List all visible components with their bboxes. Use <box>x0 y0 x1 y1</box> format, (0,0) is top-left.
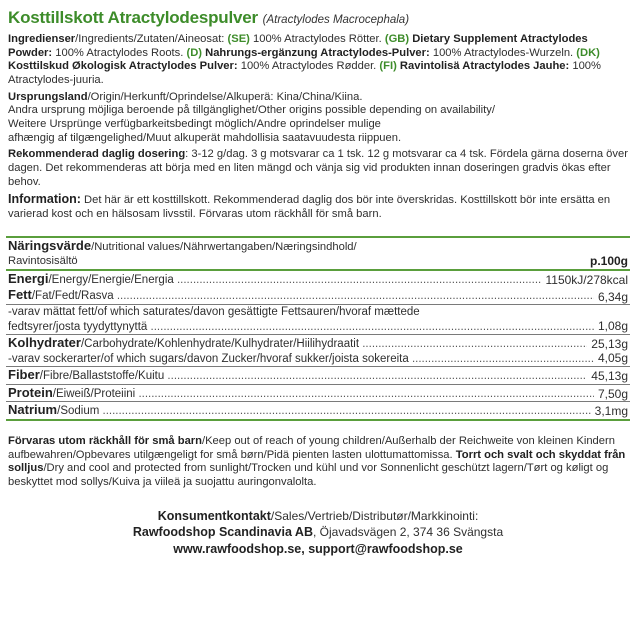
origin-label: Ursprungsland <box>8 90 88 103</box>
lang-tag-d: (D) <box>186 46 202 59</box>
ingredients-languages: /Ingredients/Zutaten/Aineosat: <box>75 33 228 45</box>
energy-value: 1150kJ/278kcal <box>545 272 628 287</box>
dosage-text: : 3-12 g/dag. 3 g motsvarar ca 1 tsk. 12 g motsvarar ca 4 tsk. Fördela gärna doserna över dagen. Det rekommenderas att börja med en liten mängd och vänja sig vid produkten innan doseringen gradvis ökas efter behov. <box>8 148 628 188</box>
sugars-label: -varav sockerarter/of which sugars/davon Zucker/hvoraf sukker/joista sokereita ..... <box>8 352 594 366</box>
ingredients-se: 100% Atractylodes Rötter. <box>249 33 385 45</box>
nutrition-header-label: Näringsvärde <box>8 237 92 253</box>
saturates-line-1: -varav mättat fett/of which saturates/davon gesättigte Fettsauren/hvoraf mættede <box>8 306 420 319</box>
nutrition-row-sodium <box>8 402 628 419</box>
information-section <box>8 192 628 221</box>
nutrition-row-fiber <box>8 367 628 384</box>
origin-line-2: Andra ursprung möjliga beroende på tillgänglighet/Other origins possible depending on availability/ <box>8 104 495 117</box>
nutrition-row-fat <box>8 287 628 304</box>
ingredients-section <box>8 33 628 88</box>
origin-section <box>8 91 628 146</box>
title-row <box>8 8 628 30</box>
lang-tag-se: (SE) <box>227 33 250 45</box>
product-title: Kosttillskott Atractylodespulver <box>8 8 258 27</box>
nutrition-row-energy <box>8 271 628 288</box>
ingredients-dk: 100% Atractylodes Rødder. <box>237 60 380 73</box>
nutrition-row-saturates <box>8 319 628 334</box>
carbohydrate-languages: /Carbohydrate/Kohlenhydrate/Kulhydrater/Hiilihydraatit ..... <box>81 338 587 350</box>
divider <box>6 419 630 421</box>
storage-conditions-label: Torrt och svalt och skyddat från solljus <box>8 448 626 475</box>
nutrition-header <box>8 238 628 255</box>
sodium-languages: /Sodium ..... <box>57 405 591 417</box>
nutrition-header-languages: /Nutritional values/Nährwertangaben/Næringsindhold/ <box>91 240 357 253</box>
saturates-value: 1,08g <box>597 319 628 334</box>
ingredients-fi-name: Ravintolisä Atractylodes Jauhe: <box>396 60 570 73</box>
nutrition-per-row <box>8 254 628 269</box>
nutrition-header-line-2: Ravintosisältö <box>8 255 78 268</box>
dosage-section <box>8 148 628 189</box>
lang-tag-fi: (FI) <box>379 60 397 73</box>
information-label: Information: <box>8 192 81 207</box>
contact-label: Konsumentkontakt <box>157 508 271 523</box>
ingredients-d: 100% Atractylodes-Wurzeln. <box>429 46 577 59</box>
protein-languages: /Eiweiß/Proteiini ..... <box>53 388 594 400</box>
energy-label: Energi <box>8 270 49 286</box>
nutrition-row-carbohydrate <box>8 335 628 352</box>
ingredients-d-name: Nahrungs-ergänzung Atractylodes-Pulver: <box>202 46 430 59</box>
ingredients-gb: 100% Atractylodes Roots. <box>52 46 187 59</box>
ingredients-dk-name: Kosttilskud Økologisk Atractylodes Pulver: <box>8 60 238 73</box>
fat-languages: /Fat/Fedt/Rasva ..... <box>32 290 594 302</box>
sugars-value: 4,05g <box>597 351 628 366</box>
fat-value: 6,34g <box>597 289 628 304</box>
storage-children-text: /Keep out of reach of young children/Außerhalb der Reichweite von kleinen Kindern aufbewahren/Opbevares utilgængeligt for små børn/Pidä pienten lasten ulottumattomissa. <box>8 435 615 461</box>
ingredients-label: Ingredienser <box>8 33 76 45</box>
company-address: , Öjavadsvägen 2, 374 36 Svängsta <box>312 525 504 540</box>
lang-tag-gb: (GB) <box>384 33 410 45</box>
storage-children-label: Förvaras utom räckhåll för små barn <box>8 435 202 448</box>
protein-label: Protein <box>8 384 53 400</box>
fat-label: Fett <box>8 287 32 303</box>
energy-languages: /Energy/Energie/Energia ..... <box>48 274 541 286</box>
latin-name: (Atractylodes Macrocephala) <box>262 14 410 26</box>
sodium-value: 3,1mg <box>594 404 628 419</box>
carbohydrate-value: 25,13g <box>591 336 628 351</box>
origin-text: /Origin/Herkunft/Oprindelse/Alkuperä: Kina/China/Kiina. <box>87 90 363 103</box>
sodium-label: Natrium <box>8 402 58 418</box>
nutrition-per-100g: p.100g <box>589 254 628 269</box>
fiber-label: Fiber <box>8 367 40 383</box>
fiber-languages: /Fibre/Ballaststoffe/Kuitu ..... <box>40 370 588 382</box>
origin-line-3: Weitere Ursprünge verfügbarkeitsbedingt möglich/Andre oprindelser mulige <box>8 117 381 130</box>
nutrition-table <box>8 236 628 421</box>
contact-roles: /Sales/Vertrieb/Distributør/Markkinointi: <box>270 508 479 523</box>
nutrition-row-protein <box>8 385 628 402</box>
dosage-label: Rekommenderad daglig dosering <box>8 148 186 161</box>
protein-value: 7,50g <box>597 386 628 401</box>
storage-section <box>8 435 628 490</box>
nutrition-row-sugars <box>8 351 628 366</box>
storage-conditions-text: /Dry and cool and protected from sunlight/Trocken und kühl und vor Sonnenlicht geschützt lagern/Tørt og køligt og beskyttet mod sollys/Kuiva ja viileä ja suojattu auringonvalolta. <box>8 462 609 488</box>
carbohydrate-label: Kolhydrater <box>8 334 81 350</box>
saturates-line-2: fedtsyrer/josta tyydyttynyttä ..... <box>8 320 594 334</box>
ingredients-gb-name: Dietary Supplement Atractylodes Powder: <box>8 33 588 59</box>
company-web-email: www.rawfoodshop.se, support@rawfoodshop.se <box>173 541 463 556</box>
lang-tag-dk: (DK) <box>576 46 600 59</box>
ingredients-fi: 100% Atractylodes-juuria. <box>8 60 601 86</box>
company-name: Rawfoodshop Scandinavia AB <box>132 525 313 540</box>
contact-section <box>8 508 628 557</box>
origin-line-4: afhængig af tilgængelighed/Muut alkuperät mahdollisia saatavuudesta riippuen. <box>8 131 402 144</box>
information-text: Det här är ett kosttillskott. Rekommenderad daglig dos bör inte överskridas. Kosttillskott bör inte ersätta en varierad kost och en hälsosam livsstil. Förvaras utom räckhåll för små barn. <box>8 194 611 220</box>
fiber-value: 45,13g <box>591 369 628 384</box>
